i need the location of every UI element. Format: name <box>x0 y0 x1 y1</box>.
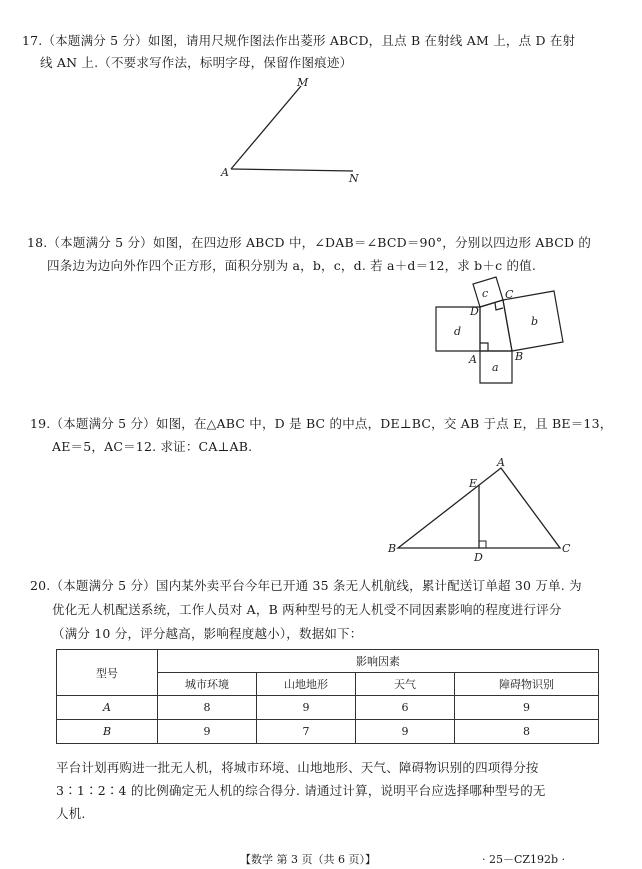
q19-line-1: 19.（本题满分 5 分）如图，在△ABC 中，D 是 BC 的中点，DE⊥BC，交 AB 于点 E，且 BE＝13， <box>30 416 613 431</box>
ray-an <box>231 169 353 171</box>
q18-figure <box>420 273 580 388</box>
score-cell: 9 <box>158 720 257 744</box>
label-a: A <box>497 456 505 469</box>
label-a: A <box>221 166 229 179</box>
label-e: E <box>469 477 478 490</box>
q20-after-2: 3∶1∶2∶4 的比例确定无人机的综合得分. 请通过计算，说明平台应选择哪种型号的无 <box>56 783 546 798</box>
label-area-a: a <box>492 361 499 374</box>
label-c: C <box>505 288 514 301</box>
q17-figure <box>215 72 365 184</box>
q20-after-1: 平台计划再购进一批无人机，将城市环境、山地地形、天气、障碍物识别的四项得分按 <box>56 760 539 775</box>
model-b: B <box>57 720 158 744</box>
label-area-b: b <box>531 315 539 328</box>
table-row <box>57 720 599 744</box>
score-table <box>56 649 599 744</box>
score-cell: 7 <box>257 720 356 744</box>
right-angle-d <box>479 541 486 548</box>
label-c: C <box>562 542 571 555</box>
right-angle-a <box>480 343 488 351</box>
ray-am <box>231 86 301 169</box>
q18-line-2: 四条边为边向外作四个正方形，面积分别为 a，b，c，d. 若 a＋d＝12，求 b＋c 的值. <box>47 258 537 273</box>
q19-line-2: AE＝5，AC＝12. 求证：CA⊥AB. <box>52 439 253 454</box>
q17-line-1: 17.（本题满分 5 分）如图，请用尺规作图法作出菱形 ABCD，且点 B 在射线 AM 上，点 D 在射 <box>22 33 576 48</box>
score-cell: 6 <box>356 696 455 720</box>
q20-line-2: 优化无人机配送系统，工作人员对 A，B 两种型号的无人机受不同因素影响的程度进行评分 <box>52 602 562 617</box>
q20-line-3: （满分 10 分，评分越高，影响程度越小），数据如下： <box>52 626 363 641</box>
factor-weather: 天气 <box>356 673 455 696</box>
label-a: A <box>469 353 477 366</box>
q20-after-3: 人机. <box>56 806 86 821</box>
page-footer: 【数学 第 3 页（共 6 页）】 <box>240 853 376 866</box>
label-area-c: c <box>482 287 489 300</box>
label-b: B <box>388 542 397 555</box>
model-header: 型号 <box>57 650 158 696</box>
factor-header: 影响因素 <box>158 650 599 673</box>
label-b: B <box>515 350 524 363</box>
score-cell: 9 <box>257 696 356 720</box>
factor-obstacle: 障碍物识别 <box>455 673 599 696</box>
table-row <box>57 696 599 720</box>
label-d: D <box>474 551 483 564</box>
label-d: D <box>470 305 479 318</box>
score-cell: 8 <box>158 696 257 720</box>
q20-line-1: 20.（本题满分 5 分）国内某外卖平台今年已开通 35 条无人机航线，累计配送订单超 30 万单. 为 <box>30 578 582 593</box>
factor-city: 城市环境 <box>158 673 257 696</box>
score-cell: 8 <box>455 720 599 744</box>
right-angle-c <box>495 303 503 310</box>
q19-figure <box>383 455 578 565</box>
q17-line-2: 线 AN 上.（不要求写作法，标明字母，保留作图痕迹） <box>40 55 353 70</box>
paper-code: · 25－CZ192b · <box>482 853 566 866</box>
q18-line-1: 18.（本题满分 5 分）如图，在四边形 ABCD 中，∠DAB＝∠BCD＝90°，分别以四边形 ABCD 的 <box>27 235 592 250</box>
factor-mountain: 山地地形 <box>257 673 356 696</box>
label-area-d: d <box>454 325 462 338</box>
score-cell: 9 <box>356 720 455 744</box>
label-m: M <box>297 76 309 89</box>
label-n: N <box>349 172 359 184</box>
model-a: A <box>57 696 158 720</box>
score-cell: 9 <box>455 696 599 720</box>
